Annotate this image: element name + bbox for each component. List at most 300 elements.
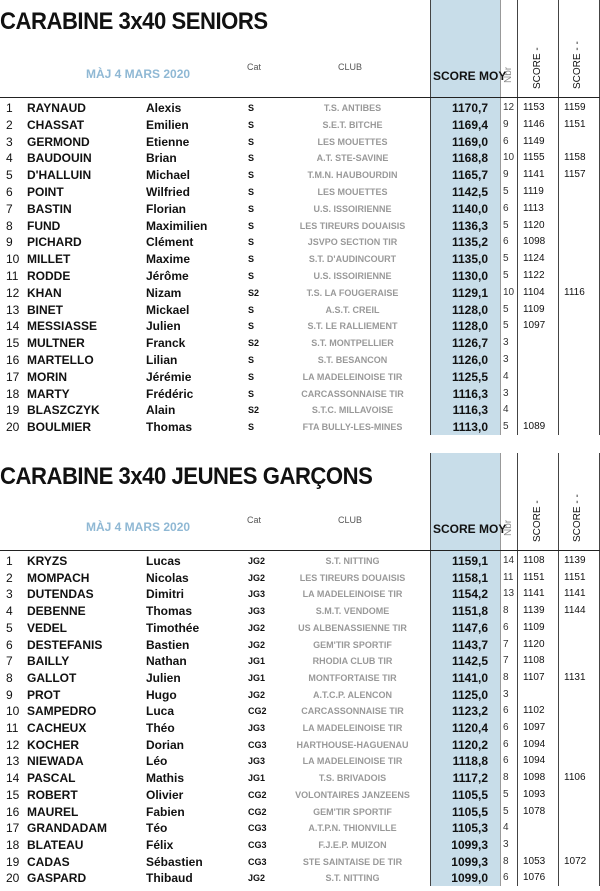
last-name: CHASSAT [27,117,85,132]
category: JG3 [248,606,266,617]
nbr: 6 [503,621,509,633]
score-1: 1113 [523,202,544,214]
update-date: MÀJ 4 MARS 2020 [86,67,191,81]
last-name: CACHEUX [27,721,87,735]
club: LES TIREURS DOUAISIS [299,572,406,583]
first-name: Téo [146,821,168,836]
score-moy: 1143,7 [451,637,488,652]
last-name: MILLET [27,252,71,267]
last-name: BINET [27,302,63,317]
category: JG3 [248,589,266,600]
table-row [0,569,600,586]
table-row [0,368,600,385]
table-row [0,133,600,150]
score-1: 1108 [523,655,545,667]
rank: 7 [6,201,13,216]
header-score-1: SCORE - [532,500,543,542]
table-row [0,652,600,669]
score-moy: 1130,0 [451,269,488,283]
nbr: 6 [503,135,509,147]
rank: 6 [6,185,13,199]
nbr: 3 [503,838,509,850]
score-moy: 1105,5 [451,787,488,802]
club: GEM'TIR SPORTIF [313,806,392,817]
nbr: 10 [503,286,515,298]
first-name: Thomas [146,604,193,619]
last-name: RAYNAUD [27,101,86,115]
nbr: 10 [503,152,515,164]
first-name: Nicolas [146,570,189,585]
first-name: Julien [146,670,181,685]
club: A.T. STE-SAVINE [316,153,389,164]
first-name: Clément [146,235,194,250]
last-name: VEDEL [27,620,68,635]
category: CG3 [248,823,267,834]
rank: 2 [6,117,13,132]
header-cat: Cat [247,62,262,72]
score-moy: 1135,2 [451,235,488,250]
club: LA MADELEINOISE TIR [302,371,403,382]
score-2: 1139 [564,555,586,566]
first-name: Théo [146,721,175,735]
score-1: 1124 [523,253,545,265]
category: JG2 [248,639,266,650]
last-name: PASCAL [27,771,76,786]
category: S [248,119,255,130]
score-moy: 1142,5 [451,654,488,669]
category: S [248,271,255,281]
header-score-1: SCORE - [532,47,543,89]
nbr: 4 [503,370,509,382]
rank: 18 [6,386,20,401]
last-name: PICHARD [27,235,82,250]
rank: 10 [6,252,20,267]
category: S2 [248,405,260,416]
section-title: CARABINE 3x40 JEUNES GARÇONS [0,463,373,490]
rank: 13 [6,302,20,317]
table-row [0,836,600,853]
score-moy: 1105,5 [451,804,488,819]
rank: 17 [6,369,20,384]
first-name: Nizam [146,285,182,300]
score-1: 1149 [523,135,545,147]
last-name: NIEWADA [27,754,84,769]
category: S [248,170,255,181]
first-name: Léo [146,754,168,769]
category: JG1 [248,656,266,667]
category: JG2 [248,622,266,633]
club: US ALBENASSIENNE TIR [298,622,407,633]
club: LES MOUETTES [317,187,388,197]
score-1: 1146 [523,118,545,130]
score-1: 1093 [523,788,546,800]
club: S.T. LE RALLIEMENT [307,321,398,332]
last-name: MAUREL [27,804,79,819]
rank: 14 [6,319,20,334]
nbr: 5 [503,253,509,265]
club: A.T.P.N. THIONVILLE [308,823,397,834]
category: S2 [248,287,260,298]
rank: 5 [6,620,13,635]
category: S [248,388,255,399]
header-score-2: SCORE - - [572,494,583,542]
score-moy: 1147,6 [451,620,488,635]
nbr: 5 [503,788,509,800]
table-row [0,719,600,736]
club: RHODIA CLUB TIR [312,656,393,667]
nbr: 6 [503,872,509,884]
score-2: 1159 [564,102,586,113]
club: T.S. BRIVADOIS [318,773,387,784]
table-row [0,418,600,435]
last-name: BLATEAU [27,837,84,852]
score-moy: 1169,0 [451,134,488,149]
first-name: Franck [146,336,186,351]
score-1: 1089 [523,421,546,433]
club: LA MADELEINOISE TIR [302,723,403,733]
score-1: 1155 [523,152,545,164]
nbr: 6 [503,705,509,717]
nbr: 6 [503,738,509,750]
category: JG2 [248,556,266,566]
nbr: 5 [503,303,509,315]
score-2: 1131 [564,671,586,683]
category: S [248,422,255,433]
score-moy: 1159,1 [451,554,488,568]
update-date: MÀJ 4 MARS 2020 [86,520,191,534]
rank: 16 [6,804,20,819]
table-row [0,99,600,116]
category: S2 [248,338,260,349]
score-moy: 1120,2 [451,737,488,752]
score-moy: 1168,8 [451,151,488,166]
first-name: Fabien [146,804,185,819]
club: MONTFORTAISE TIR [308,672,397,683]
first-name: Maximilien [146,218,208,233]
club: GEM'TIR SPORTIF [313,639,392,650]
club: S.M.T. VENDOME [315,606,390,617]
first-name: Wilfried [146,185,190,199]
category: S [248,304,255,315]
score-moy: 1123,2 [451,704,488,719]
table-row [0,786,600,803]
club: S.T. NITTING [325,556,380,566]
category: S [248,321,255,332]
header-club: CLUB [338,62,363,72]
header-nbr: Nbr [503,519,514,536]
table-row [0,853,600,870]
nbr: 13 [503,588,515,600]
table-row [0,769,600,786]
rank: 3 [6,587,13,602]
score-moy: 1125,5 [451,369,488,384]
rank: 4 [6,151,13,166]
table-row [0,552,600,569]
table-row [0,702,600,719]
score-2: 1144 [564,605,586,617]
club: S.T. BESANCON [317,355,388,365]
category: JG3 [248,756,266,767]
last-name: MOMPACH [27,570,90,585]
club: CARCASSONNAISE TIR [301,706,404,717]
category: S [248,355,255,365]
club: T.M.N. HAUBOURDIN [307,170,398,181]
first-name: Dorian [146,737,185,752]
score-2: 1158 [564,152,586,164]
category: JG2 [248,572,266,583]
first-name: Michael [146,168,191,183]
rank: 6 [6,637,13,652]
rank: 1 [6,101,13,115]
last-name: KRYZS [27,554,68,568]
category: JG2 [248,873,266,884]
rank: 8 [6,670,13,685]
table-row [0,301,600,318]
last-name: MULTNER [27,336,85,351]
table-row [0,619,600,636]
score-2: 1072 [564,855,587,867]
category: JG2 [248,689,266,700]
table-row [0,752,600,769]
table-row [0,686,600,703]
club: VOLONTAIRES JANZEENS [295,789,410,800]
table-row [0,183,600,200]
category: JG1 [248,672,266,683]
last-name: GRANDADAM [27,821,107,836]
first-name: Lucas [146,554,181,568]
score-1: 1097 [523,722,546,733]
category: S [248,237,255,248]
header-club: CLUB [338,515,363,525]
table-row [0,233,600,250]
score-moy: 1113,0 [452,420,488,435]
last-name: GALLOT [27,670,77,685]
score-1: 1107 [523,671,545,683]
club: U.S. ISSOIRIENNE [313,203,392,214]
nbr: 6 [503,202,509,214]
score-1: 1108 [523,555,545,566]
club: LES TIREURS DOUAISIS [299,220,406,231]
score-1: 1120 [523,219,545,231]
last-name: SAMPEDRO [27,704,97,719]
rank: 19 [6,854,20,869]
score-1: 1078 [523,805,546,817]
score-moy: 1099,3 [451,837,488,852]
first-name: Dimitri [146,587,185,602]
last-name: KOCHER [27,737,80,752]
first-name: Bastien [146,637,190,652]
club: CARCASSONNAISE TIR [301,388,404,399]
rank: 11 [6,721,19,735]
nbr: 5 [503,219,509,231]
nbr: 5 [503,186,509,197]
table-row [0,317,600,334]
club: FTA BULLY-LES-MINES [302,422,403,433]
table-row [0,250,600,267]
last-name: BASTIN [27,201,72,216]
nbr: 4 [503,404,509,416]
score-1: 1109 [523,621,545,633]
nbr: 5 [503,805,509,817]
rank: 12 [6,285,20,300]
nbr: 9 [503,118,509,130]
first-name: Luca [146,704,175,719]
club: JSVPO SECTION TIR [307,237,398,248]
header-score-moy: SCORE MOY [433,522,507,536]
first-name: Hugo [146,687,177,702]
category: CG2 [248,789,267,800]
category: S [248,254,255,265]
last-name: BAILLY [27,654,70,669]
table-row [0,585,600,602]
category: S [248,220,255,231]
score-moy: 1158,1 [451,570,488,585]
club: T.S. LA FOUGERAISE [306,287,399,298]
score-2: 1141 [564,588,586,600]
first-name: Alain [146,403,176,418]
last-name: FUND [27,218,61,233]
score-moy: 1126,0 [451,353,488,367]
table-row [0,351,600,368]
first-name: Julien [146,319,181,334]
nbr: 5 [503,421,509,433]
rank: 10 [6,704,20,719]
last-name: DUTENDAS [27,587,94,602]
header-cat: Cat [247,515,262,525]
rank: 9 [6,687,13,702]
score-moy: 1151,8 [451,604,488,619]
score-1: 1094 [523,738,546,750]
score-moy: 1129,1 [451,285,488,300]
table-row [0,284,600,301]
score-moy: 1116,3 [452,403,488,418]
category: JG3 [248,723,266,733]
score-moy: 1136,3 [451,218,488,233]
rank: 5 [6,168,13,183]
nbr: 7 [503,655,509,667]
last-name: POINT [27,185,64,199]
table-row [0,602,600,619]
category: CG2 [248,806,267,817]
last-name: MORIN [27,369,67,384]
score-1: 1053 [523,855,546,867]
score-1: 1104 [523,286,545,298]
score-1: 1120 [523,638,545,650]
last-name: BAUDOUIN [27,151,92,166]
club: T.S. ANTIBES [323,103,382,113]
rank: 16 [6,353,20,367]
nbr: 3 [503,387,509,399]
score-moy: 1154,2 [451,587,488,602]
rank: 3 [6,134,13,149]
score-1: 1141 [523,169,545,181]
score-1: 1109 [523,303,545,315]
club: F.J.E.P. MUIZON [318,839,387,850]
table-row [0,166,600,183]
first-name: Mathis [146,771,185,786]
score-2: 1116 [564,286,585,298]
section-title: CARABINE 3x40 SENIORS [0,8,268,35]
score-1: 1094 [523,755,546,767]
header-score-2: SCORE - - [572,41,583,89]
nbr: 9 [503,169,509,181]
rank: 4 [6,604,13,619]
rank: 2 [6,570,13,585]
club: LA MADELEINOISE TIR [302,589,403,600]
table-row [0,869,600,886]
score-moy: 1126,7 [451,336,488,351]
table-row [0,803,600,820]
score-1: 1097 [523,320,546,332]
category: CG3 [248,839,267,850]
score-moy: 1170,7 [451,101,488,115]
club: HARTHOUSE-HAGUENAU [296,739,409,750]
club: S.T. NITTING [325,873,380,884]
last-name: KHAN [27,285,62,300]
score-2: 1106 [564,772,586,784]
rank: 20 [6,420,20,435]
category: S [248,153,255,164]
first-name: Mickael [146,302,190,317]
header-rule [0,97,600,98]
nbr: 3 [503,354,509,365]
club: S.T. D'AUDINCOURT [308,254,397,265]
rank: 9 [6,235,13,250]
category: S [248,371,255,382]
category: S [248,203,255,214]
first-name: Sébastien [146,854,203,869]
nbr: 8 [503,772,509,784]
score-moy: 1142,5 [451,185,488,199]
first-name: Jérémie [146,369,192,384]
last-name: D'HALLUIN [27,168,92,183]
header-nbr: Nbr [503,66,514,83]
last-name: GASPARD [27,871,87,886]
table-row [0,669,600,686]
nbr: 12 [503,102,515,113]
category: S [248,187,255,197]
nbr: 4 [503,822,509,834]
first-name: Jérôme [146,269,189,283]
rank: 20 [6,871,20,886]
rank: 12 [6,737,20,752]
category: CG3 [248,856,267,867]
category: S [248,103,255,113]
club: A.S.T. CREIL [325,304,380,315]
first-name: Maxime [146,252,191,267]
last-name: BOULMIER [27,420,91,435]
rank: 13 [6,754,20,769]
last-name: DEBENNE [27,604,86,619]
nbr: 11 [503,571,514,583]
nbr: 7 [503,638,509,650]
table-row [0,385,600,402]
table-row [0,819,600,836]
rank: 15 [6,787,20,802]
score-1: 1151 [523,571,545,583]
score-moy: 1125,0 [451,687,488,702]
score-moy: 1140,0 [451,201,488,216]
nbr: 5 [503,270,509,281]
first-name: Thibaud [146,871,193,886]
score-2: 1157 [564,169,586,181]
category: CG2 [248,706,267,717]
club: LES MOUETTES [317,136,388,147]
rank: 14 [6,771,20,786]
table-row [0,636,600,653]
table-row [0,267,600,284]
first-name: Emilien [146,117,189,132]
